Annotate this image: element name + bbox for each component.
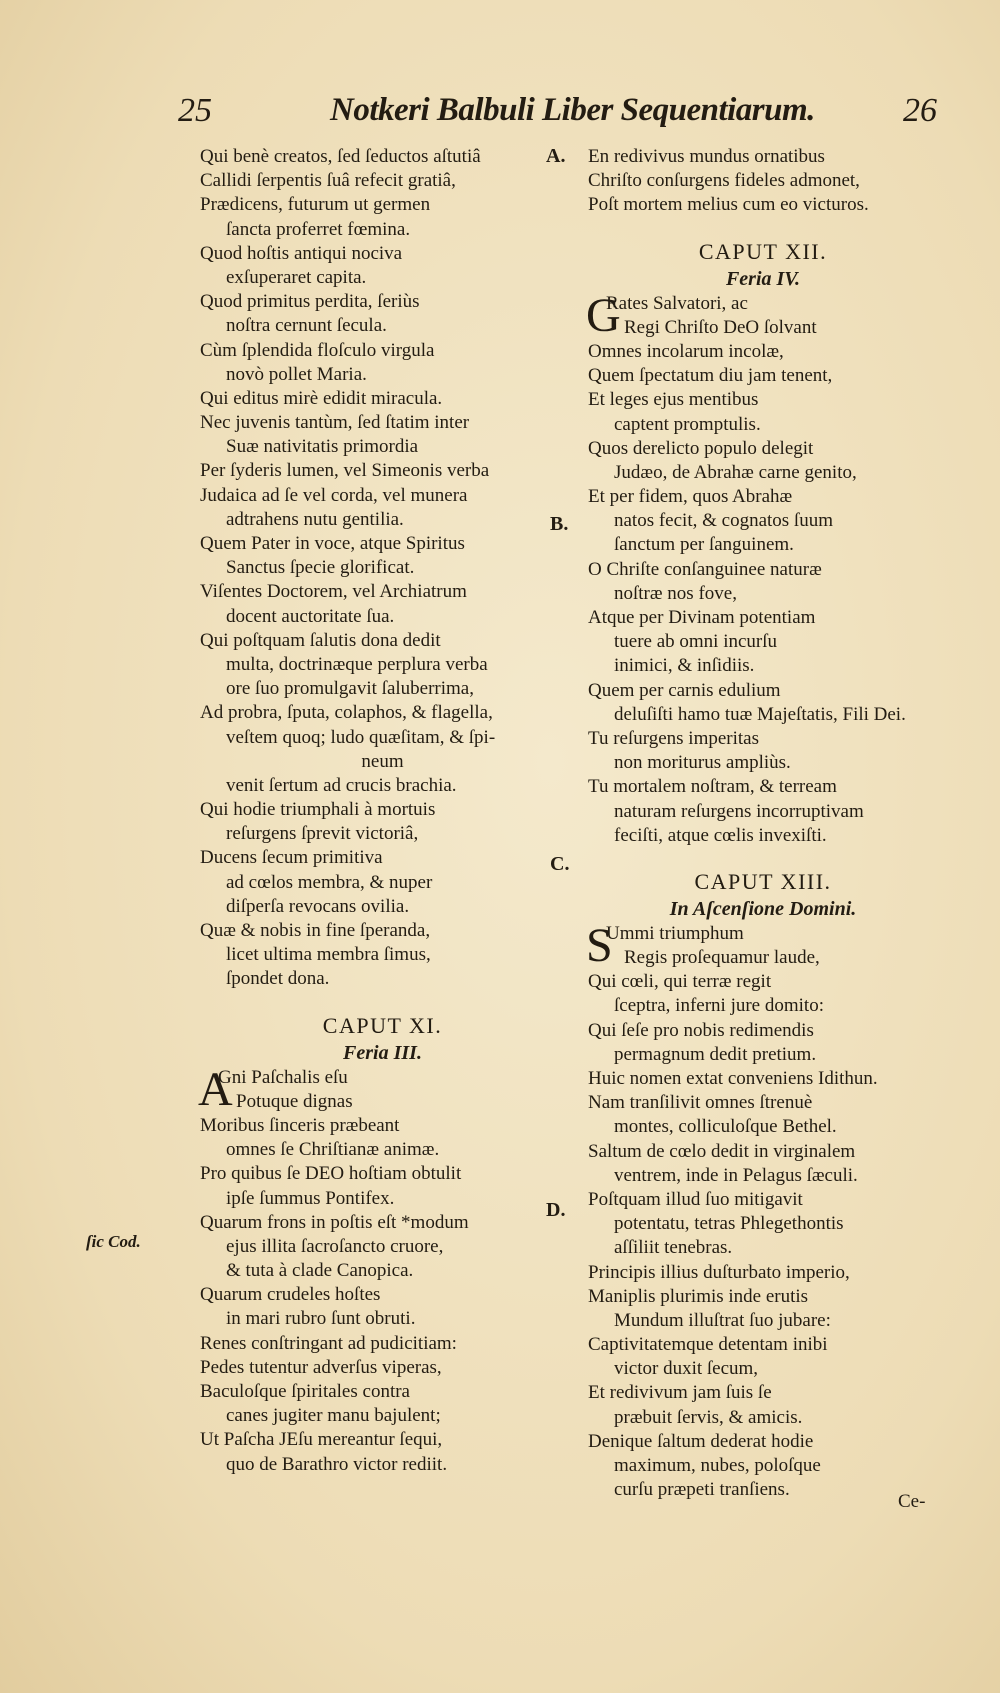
verse-line: Quem Pater in voce, atque Spiritus — [200, 533, 465, 554]
verse-line: veſtem quoq; ludo quæſitam, & ſpi- — [226, 726, 496, 748]
verse-line: reſurgens ſprevit victoriâ, — [226, 823, 419, 845]
caput-xi-subtitle: Feria III. — [343, 1041, 422, 1064]
verse-line: Rates Salvatori, ac — [606, 292, 748, 314]
verse-line: Huic nomen extat conveniens Idithun. — [588, 1068, 878, 1089]
caput-xii-subtitle: Feria IV. — [725, 267, 801, 290]
verse-line: Regi Chriſto DeO ſolvant — [624, 316, 817, 338]
verse-line: Ummi triumphum — [606, 922, 744, 944]
verse-line: ſceptra, inferni jure domito: — [614, 995, 824, 1017]
right-column — [588, 145, 938, 1502]
verse-line: Judæo, de Abrahæ carne genito, — [614, 461, 857, 483]
verse-line: Mundum illuſtrat ſuo jubare: — [614, 1309, 831, 1331]
verse-line: inimici, & inſidiis. — [614, 655, 755, 677]
verse-line: noſtræ nos fove, — [614, 582, 737, 604]
verse-line: deluſiſti hamo tuæ Majeſtatis, Fili Dei. — [614, 703, 906, 725]
caput-xii-title: CAPUT XII. — [698, 238, 828, 264]
drop-capital: A — [198, 1062, 233, 1116]
caput-xi-title: CAPUT XI. — [322, 1012, 443, 1038]
verse-line: Quem per carnis edulium — [588, 679, 781, 701]
verse-line: Pro quibus ſe DEO hoſtiam obtulit — [200, 1163, 462, 1185]
verse-line: ad cœlos membra, & nuper — [226, 871, 433, 893]
margin-note: ſic Cod. — [86, 1232, 141, 1251]
verse-line: ſancta proferret fœmina. — [226, 218, 411, 240]
verse-line: Saltum de cœlo dedit in virginalem — [588, 1140, 856, 1162]
right-page-number: 26 — [903, 92, 937, 129]
verse-line: adtrahens nutu gentilia. — [226, 508, 404, 530]
verse-line: Quod primitus perdita, ſeriùs — [200, 291, 420, 313]
verse-line: Quarum frons in poſtis eſt *modum — [200, 1211, 469, 1233]
verse-line: En redivivus mundus ornatibus — [588, 146, 825, 167]
verse-line: naturam reſurgens incorruptivam — [614, 800, 864, 822]
verse-line: natos fecit, & cognatos ſuum — [614, 510, 833, 532]
verse-line: diſperſa revocans ovilia. — [226, 895, 410, 917]
verse-line: multa, doctrinæque perplura verba — [226, 653, 488, 675]
verse-line: Renes conſtringant ad pudicitiam: — [200, 1332, 457, 1354]
verse-line: Qui poſtquam ſalutis dona dedit — [200, 629, 441, 651]
left-column — [200, 145, 565, 1477]
verse-line: Moribus ſinceris præbeant — [200, 1114, 400, 1136]
verse-line: montes, colliculoſque Bethel. — [614, 1116, 837, 1138]
verse-line: maximum, nubes, poloſque — [614, 1455, 821, 1476]
verse-line: Tu mortalem noſtram, & terream — [588, 776, 837, 798]
verse-line: tuere ab omni incurſu — [614, 631, 778, 653]
verse-line: neum — [361, 750, 404, 772]
verse-line: Et leges ejus mentibus — [588, 389, 759, 411]
section-marker-b: B. — [550, 513, 569, 535]
caput-xiii-subtitle: In Aſcenſione Domini. — [669, 897, 857, 920]
verse-line: Nec juvenis tantùm, ſed ſtatim inter — [200, 412, 470, 434]
drop-capital: G — [586, 288, 621, 342]
verse-line: in mari rubro ſunt obruti. — [226, 1308, 416, 1330]
verse-line: docent auctoritate ſua. — [226, 605, 395, 627]
verse-line: ipſe ſummus Pontifex. — [226, 1187, 395, 1209]
verse-line: quo de Barathro victor rediit. — [226, 1453, 448, 1475]
catchword: Ce- — [898, 1491, 926, 1512]
verse-line: Nam tranſilivit omnes ſtrenuè — [588, 1092, 813, 1114]
verse-line: captent promptulis. — [614, 413, 761, 435]
verse-line: Ad probra, ſputa, colaphos, & flagella, — [200, 702, 493, 724]
verse-line: Principis illius duſturbato imperio, — [588, 1261, 850, 1283]
verse-line: licet ultima membra ſimus, — [226, 944, 431, 966]
verse-line: Potuque dignas — [236, 1090, 353, 1112]
verse-line: Tu reſurgens imperitas — [588, 727, 759, 749]
verse-line: victor duxit ſecum, — [614, 1358, 759, 1380]
verse-line: feciſti, atque cœlis invexiſti. — [614, 824, 827, 846]
verse-line: Regis proſequamur laude, — [624, 947, 820, 969]
verse-line: præbuit ſervis, & amicis. — [614, 1406, 803, 1428]
verse-line: Qui cœli, qui terræ regit — [588, 971, 772, 993]
spacer — [200, 992, 565, 1012]
verse-line: Quem ſpectatum diu jam tenent, — [588, 365, 833, 387]
verse-line: Atque per Divinam potentiam — [588, 607, 816, 628]
verse-line: Qui editus mirè edidit miracula. — [200, 387, 443, 409]
verse-line: exſuperaret capita. — [226, 266, 367, 288]
verse-line: Omnes incolarum incolæ, — [588, 340, 784, 362]
verse-line: Qui hodie triumphali à mortuis — [200, 799, 436, 821]
caput-xi-opening — [198, 1062, 565, 1116]
verse-line: Quarum crudeles hoſtes — [200, 1284, 381, 1306]
verse-line: Et per fidem, quos Abrahæ — [588, 486, 793, 508]
verse-line: Judaica ad ſe vel corda, vel munera — [200, 484, 468, 506]
verse-line: Quæ & nobis in fine ſperanda, — [200, 920, 431, 941]
spacer — [588, 848, 938, 868]
verse-line: ſpondet dona. — [226, 968, 330, 990]
verse-line: Poſtquam illud ſuo mitigavit — [588, 1188, 803, 1210]
verse-line: Et redivivum jam ſuis ſe — [588, 1382, 772, 1404]
verse-line: O Chriſte conſanguinee naturæ — [588, 558, 822, 580]
drop-capital: S — [586, 918, 613, 972]
verse-line: Cùm ſplendida floſculo virgula — [200, 339, 435, 361]
verse-line: Gni Paſchalis eſu — [218, 1066, 348, 1088]
caput-xiii-opening — [586, 918, 938, 972]
verse-line: aſſiliit tenebras. — [614, 1237, 733, 1259]
left-page-number: 25 — [178, 92, 212, 129]
verse-line: Ducens ſecum primitiva — [200, 847, 383, 869]
section-marker-d: D. — [546, 1199, 566, 1221]
verse-line: Denique ſaltum dederat hodie — [588, 1430, 814, 1452]
page-header — [0, 92, 1000, 142]
verse-line: Chriſto conſurgens fideles admonet, — [588, 170, 860, 192]
verse-line: Quos derelicto populo delegit — [588, 437, 814, 459]
verse-line: Viſentes Doctorem, vel Archiatrum — [200, 581, 467, 603]
verse-line: canes jugiter manu bajulent; — [226, 1405, 441, 1427]
verse-line: Prædicens, futurum ut germen — [200, 194, 431, 216]
verse-line: non moriturus ampliùs. — [614, 752, 791, 774]
verse-line: Pedes tutentur adverſus viperas, — [200, 1356, 442, 1378]
verse-line: Ut Paſcha JEſu mereantur ſequi, — [200, 1429, 443, 1451]
verse-line: ejus illita ſacroſancto cruore, — [226, 1235, 444, 1257]
verse-line: Quod hoſtis antiqui nociva — [200, 242, 403, 264]
running-title: Notkeri Balbuli Liber Sequentiarum. — [330, 92, 815, 128]
verse-line: ventrem, inde in Pelagus ſæculi. — [614, 1164, 858, 1186]
verse-line: Captivitatemque detentam inibi — [588, 1334, 828, 1356]
caput-xii-opening — [586, 288, 938, 342]
verse-line: Maniplis plurimis inde erutis — [588, 1285, 809, 1307]
verse-line: Poſt mortem melius cum eo victuros. — [588, 194, 869, 216]
verse-line: ſanctum per ſanguinem. — [614, 534, 794, 556]
verse-line: Baculoſque ſpiritales contra — [200, 1381, 410, 1402]
verse-line: curſu præpeti tranſiens. — [614, 1479, 790, 1501]
verse-line: potentatu, tetras Phlegethontis — [614, 1213, 844, 1235]
verse-line: & tuta à clade Canopica. — [226, 1260, 414, 1282]
section-marker-a: A. — [546, 145, 566, 167]
caput-xiii-title: CAPUT XIII. — [694, 868, 832, 894]
verse-line: Qui ſeſe pro nobis redimendis — [588, 1019, 814, 1041]
section-marker-c: C. — [550, 853, 570, 875]
verse-line: Callidi ſerpentis ſuâ refecit gratiâ, — [200, 170, 456, 192]
verse-line: omnes ſe Chriſtianæ animæ. — [226, 1139, 440, 1161]
spacer — [588, 218, 938, 238]
verse-line: venit ſertum ad crucis brachia. — [226, 774, 457, 796]
verse-line: ore ſuo promulgavit ſaluberrima, — [226, 678, 474, 700]
verse-line: Per ſyderis lumen, vel Simeonis verba — [200, 460, 490, 482]
verse-line: permagnum dedit pretium. — [614, 1043, 817, 1065]
verse-line: Suæ nativitatis primordia — [226, 436, 419, 458]
verse-line: noſtra cernunt ſecula. — [226, 315, 387, 337]
verse-line: Qui benè creatos, ſed ſeductos aſtutiâ — [200, 146, 481, 167]
verse-line: novò pollet Maria. — [226, 363, 367, 385]
verse-line: Sanctus ſpecie glorificat. — [226, 557, 415, 579]
